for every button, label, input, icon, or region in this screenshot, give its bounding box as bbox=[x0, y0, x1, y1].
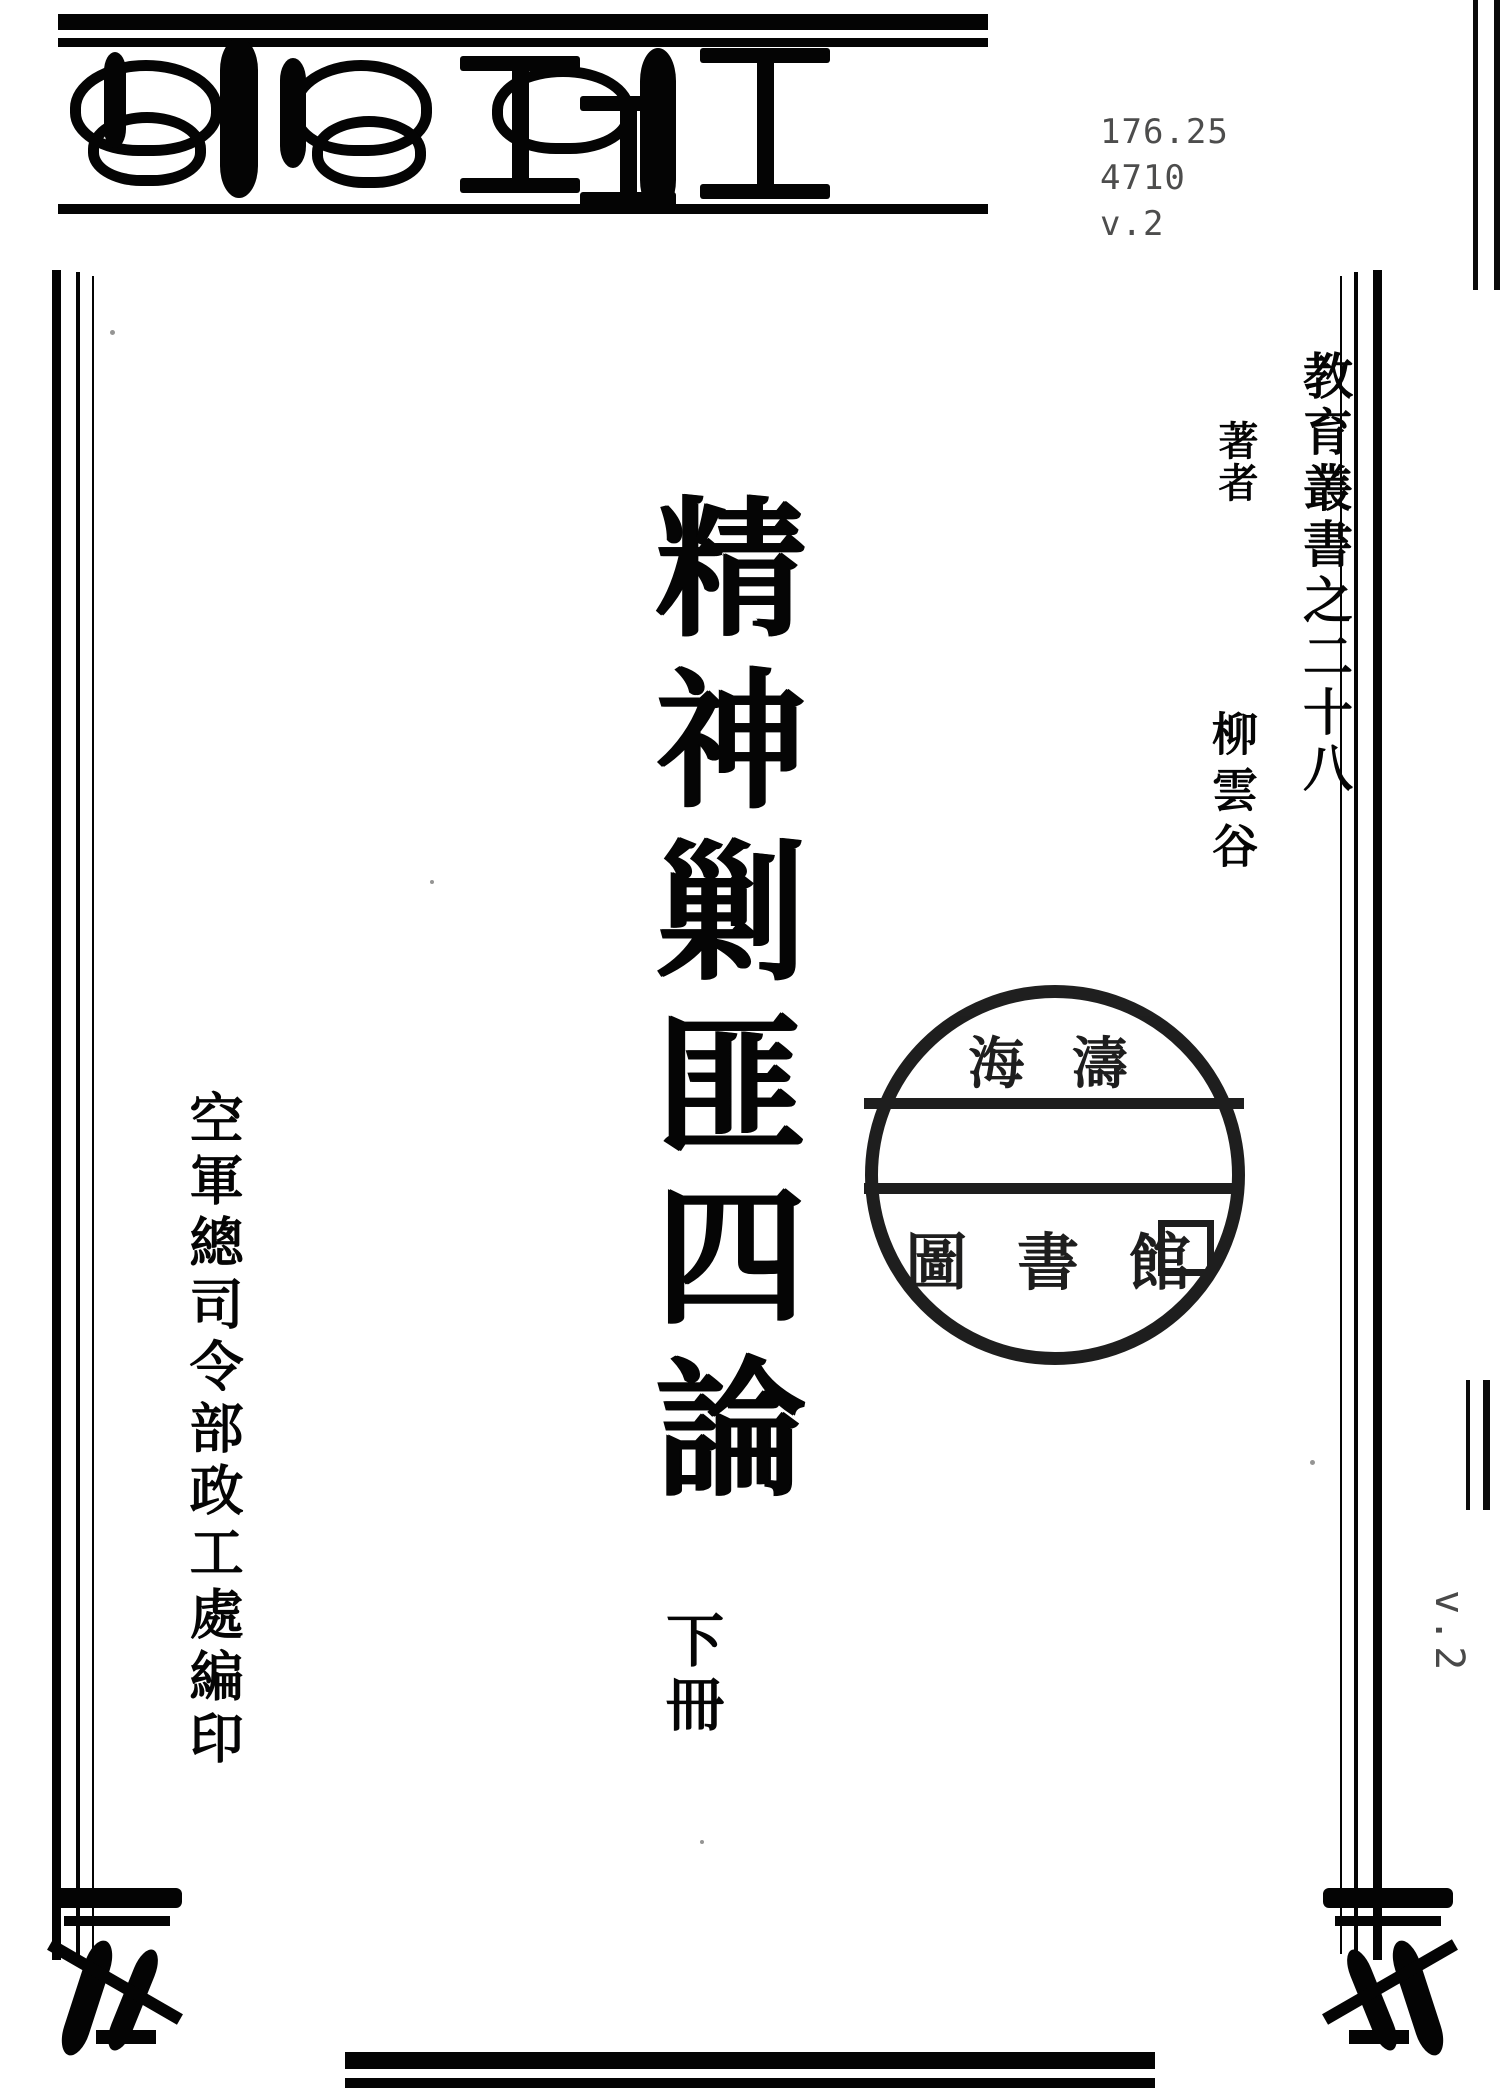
stamp-rule-upper bbox=[864, 1098, 1244, 1109]
scan-speck bbox=[700, 1840, 704, 1844]
leaf-motif bbox=[104, 52, 126, 148]
call-number bbox=[1100, 110, 1229, 248]
edge-rule bbox=[1473, 0, 1478, 290]
spine-volume-number: v.2 bbox=[1426, 1590, 1472, 1675]
scan-speck bbox=[1310, 1460, 1315, 1465]
stamp-bottom-text: 圖 書 館 bbox=[905, 1226, 1205, 1299]
cloud-motif bbox=[312, 116, 426, 188]
scan-speck bbox=[110, 330, 115, 335]
top-rule-base bbox=[58, 204, 988, 214]
bottom-rule-thin bbox=[345, 2078, 1155, 2088]
stamp-top-text: 海 濤 bbox=[968, 1031, 1142, 1097]
call-number-line-2: 4710 bbox=[1100, 157, 1186, 198]
tbar-motif bbox=[460, 56, 580, 206]
author-name: 柳雲谷 bbox=[1205, 710, 1259, 878]
tbar-motif bbox=[580, 96, 676, 216]
corner-ornament-left bbox=[40, 1880, 290, 2080]
call-number-line-3: v.2 bbox=[1100, 203, 1165, 244]
edge-rule bbox=[1494, 0, 1500, 290]
edge-rule bbox=[1483, 1380, 1490, 1510]
scan-speck bbox=[430, 880, 434, 884]
top-rule-thin bbox=[58, 38, 988, 47]
page-title: 精神剿匪四論 bbox=[629, 490, 805, 1522]
edge-rule bbox=[1466, 1380, 1470, 1510]
stamp-rule-lower bbox=[864, 1183, 1244, 1194]
tbar-motif bbox=[700, 48, 830, 213]
volume-mark: 下冊 bbox=[656, 1610, 725, 1738]
author-label: 著者 bbox=[1212, 420, 1259, 504]
stamp-box-glyph bbox=[1158, 1220, 1214, 1276]
leaf-motif bbox=[280, 58, 306, 168]
publisher-statement: 空軍總司令部政工處編印 bbox=[181, 1090, 246, 1772]
leaf-motif bbox=[220, 38, 258, 198]
library-round-stamp bbox=[865, 985, 1245, 1365]
series-statement: 教育叢書之二十八 bbox=[1295, 350, 1354, 798]
top-ornament-band bbox=[40, 8, 970, 248]
top-rule-thick bbox=[58, 14, 988, 30]
call-number-line-1: 176.25 bbox=[1100, 112, 1229, 152]
bottom-rule-thick bbox=[345, 2052, 1155, 2069]
corner-ornament-right bbox=[1215, 1880, 1465, 2080]
